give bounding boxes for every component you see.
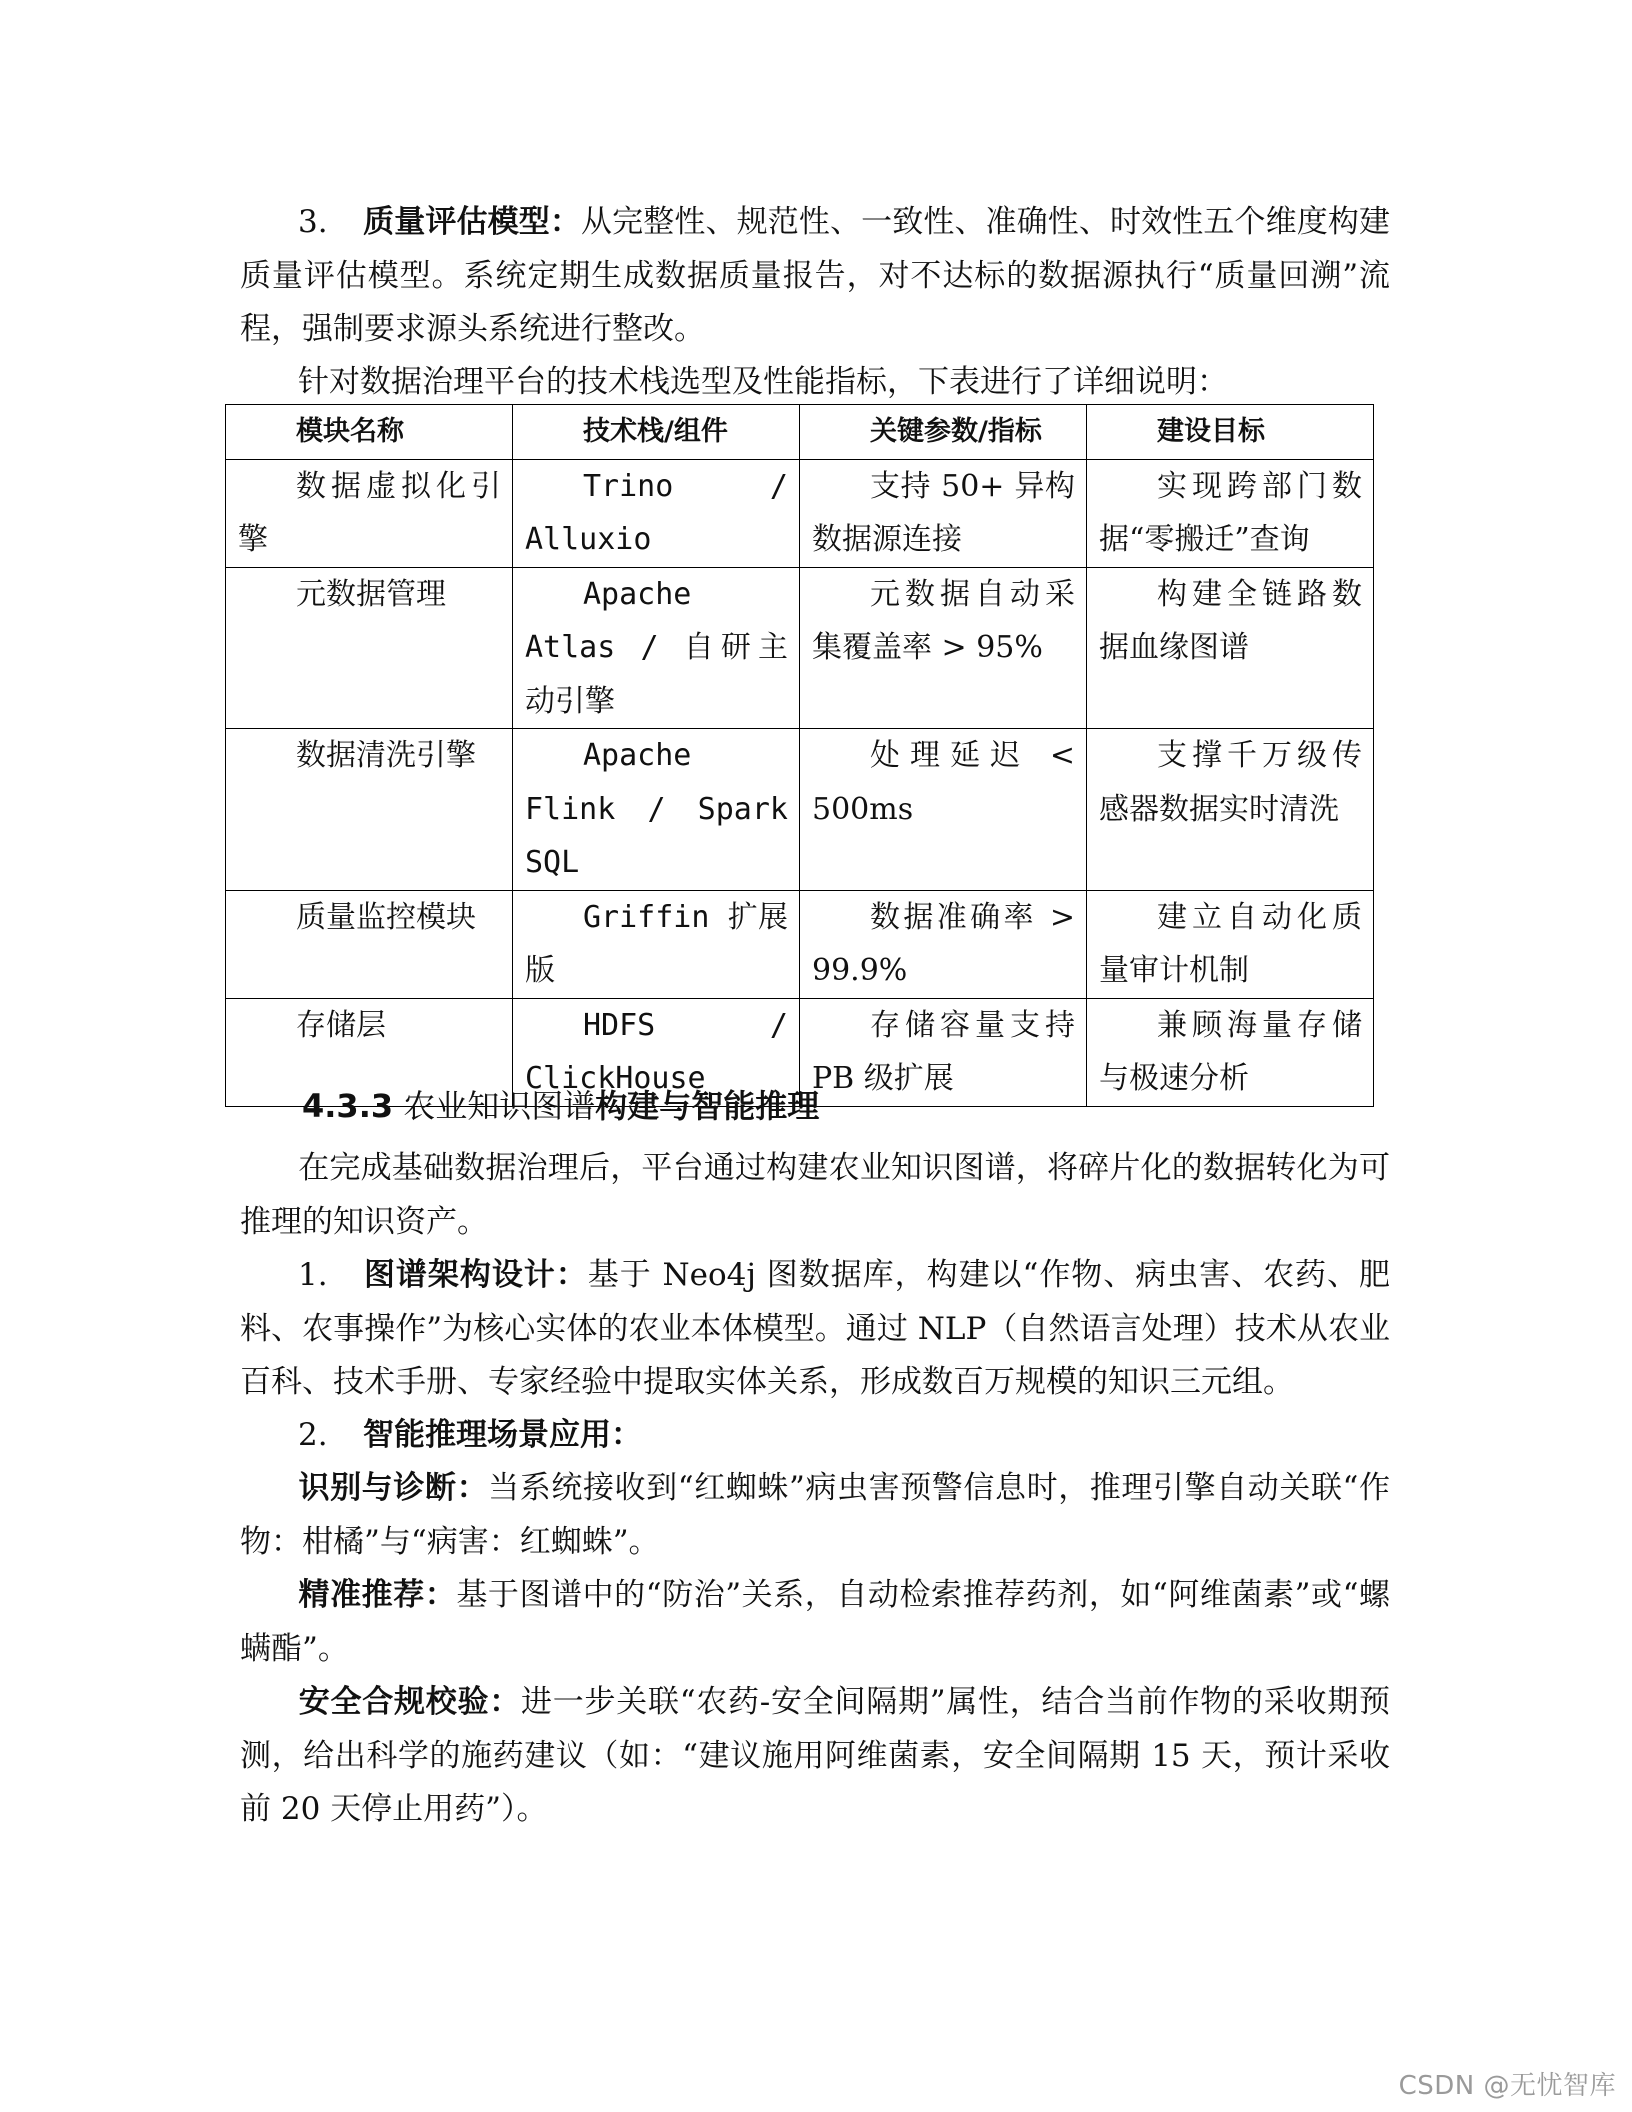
table-cell [513,567,800,729]
section-heading [302,1076,819,1136]
table-row [226,729,1374,891]
watermark: CSDN @无忧智库 [1398,2071,1616,2101]
table-cell [800,890,1087,998]
item-title: 质量评估模型： [363,204,581,240]
list-number: 3. [298,204,328,240]
cell-text: 存储层 [296,1007,386,1043]
cell-text: 实现跨部门数据“零搬迁”查询 [1099,468,1362,557]
intro-text: 针对数据治理平台的技术栈选型及性能指标，下表进行了详细说明： [298,364,1228,400]
header-cell: 关键参数/指标 [800,405,1087,460]
table-cell [1087,890,1374,998]
table-cell [800,729,1087,891]
cell-text: Apache Atlas / 自研主动引擎 [525,576,788,719]
cell-text: Trino / Alluxio [525,468,788,557]
cell-text: 支持 50+ 异构数据源连接 [812,468,1075,557]
cell-text: 构建全链路数据血缘图谱 [1099,576,1362,665]
list-number: 1. [298,1257,328,1293]
item-text: 基于 Neo4j 图数据库，构建以“作物、病虫害、农药、肥料、农事操作”为核心实体的农业本体模型。通过 NLP（自然语言处理）技术从农业百科、技术手册、专家经验中提取实体关系，形成数百万规模的知识三元组。 [240,1257,1390,1400]
table-cell [226,459,513,567]
intro-text: 在完成基础数据治理后，平台通过构建农业知识图谱，将碎片化的数据转化为可推理的知识资产。 [240,1150,1390,1240]
item-title: 图谱架构设计： [363,1257,588,1293]
section-title-bold: 构建与智能推理 [595,1087,820,1125]
cell-text: 数据虚拟化引擎 [238,468,501,557]
table-row [226,459,1374,567]
table-cell [1087,729,1374,891]
header-cell: 技术栈/组件 [513,405,800,460]
cell-text: 处理延迟 < 500ms [812,738,1075,827]
cell-text: Apache Flink / Spark SQL [525,738,788,880]
cell-text: 支撑千万级传感器数据实时清洗 [1099,738,1362,827]
table-row [226,567,1374,729]
item-title: 安全合规校验： [298,1684,521,1720]
cell-text: 元数据自动采集覆盖率 > 95% [812,576,1075,665]
table-cell [1087,998,1374,1106]
cell-text: HDFS / ClickHouse [525,1007,788,1096]
table-cell [513,890,800,998]
cell-text: 数据准确率 > 99.9% [812,899,1075,988]
item-text: 进一步关联“农药-安全间隔期”属性，结合当前作物的采收期预测，给出科学的施药建议（如：“建议施用阿维菌素，安全间隔期 15 天，预计采收前 20 天停止用药”）。 [240,1684,1391,1827]
paragraph-architecture [240,1249,1390,1410]
cell-text: 元数据管理 [296,576,446,612]
paragraph-diagnosis [240,1462,1390,1569]
table-cell [800,998,1087,1106]
paragraph-quality-model [240,196,1390,357]
table-cell [1087,459,1374,567]
item-text: 基于图谱中的“防治”关系，自动检索推荐药剂，如“阿维菌素”或“螺螨酯”。 [240,1577,1390,1667]
header-cell: 建设目标 [1087,405,1374,460]
table-cell [513,459,800,567]
paragraph-inference [240,1409,1390,1463]
item-text: 当系统接收到“红蜘蛛”病虫害预警信息时，推理引擎自动关联“作物：柑橘”与“病害：红蜘蛛”。 [240,1470,1390,1560]
table-cell [1087,567,1374,729]
section-number: 4.3.3 [302,1087,394,1125]
item-title: 识别与诊断： [298,1470,489,1506]
header-cell: 模块名称 [226,405,513,460]
table-cell [226,567,513,729]
table-cell [800,459,1087,567]
item-title: 精准推荐： [298,1577,457,1613]
cell-text: 兼顾海量存储与极速分析 [1099,1007,1362,1096]
cell-text: Griffin 扩展版 [525,899,788,988]
tech-stack-table [225,404,1374,1107]
table-header-row [226,405,1374,460]
section-title-regular: 农业知识图谱 [393,1087,596,1125]
paragraph-compliance [240,1676,1390,1837]
paragraph-recommend [240,1569,1390,1676]
table-row [226,890,1374,998]
table-cell [226,890,513,998]
table-intro [240,356,1390,410]
table-cell [800,567,1087,729]
cell-text: 质量监控模块 [296,899,476,935]
cell-text: 数据清洗引擎 [296,738,476,773]
cell-text: 存储容量支持 PB 级扩展 [812,1007,1075,1096]
list-number: 2. [298,1417,328,1453]
paragraph-intro-kg [240,1142,1390,1249]
table-cell [226,729,513,891]
item-title: 智能推理场景应用： [363,1417,642,1453]
cell-text: 建立自动化质量审计机制 [1099,899,1362,988]
item-text: 从完整性、规范性、一致性、准确性、时效性五个维度构建质量评估模型。系统定期生成数据质量报告，对不达标的数据源执行“质量回溯”流程，强制要求源头系统进行整改。 [240,204,1391,347]
table-cell [513,729,800,891]
